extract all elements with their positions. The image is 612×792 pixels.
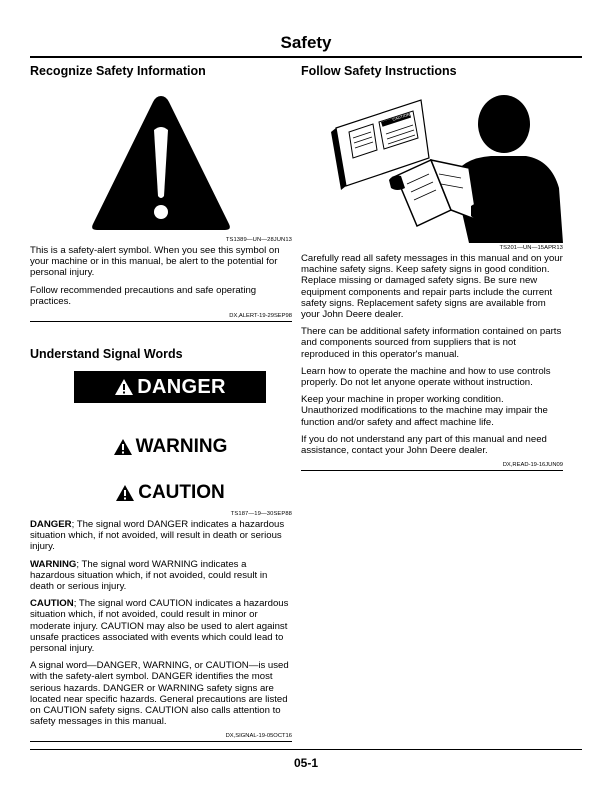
page-title: Safety — [280, 33, 332, 52]
follow-paragraph-5: If you do not understand any part of this manual and need assistance, contact your John Deere dealer. — [301, 433, 547, 457]
warning-text: ; The signal word WARNING indicates a hazardous situation which, if not avoided, could result in death or serious injury. — [30, 558, 268, 593]
right-column — [301, 64, 563, 471]
follow-heading: Follow Safety Instructions — [301, 64, 457, 78]
follow-doc-id: DX,READ-19-16JUN09 — [502, 462, 563, 469]
follow-divider — [301, 470, 563, 471]
signal-heading: Understand Signal Words — [30, 347, 183, 362]
left-column — [30, 64, 292, 742]
warning-sign — [74, 431, 266, 463]
recognize-heading: Recognize Safety Information — [30, 64, 206, 78]
caution-text: ; The signal word CAUTION indicates a hazardous situation which, if not avoided, could result in minor or moderate injury. CAUTION may also be used to alert against unsafe practices associated with events which could lead to personal injury. — [30, 598, 289, 655]
caution-alert-icon — [115, 484, 135, 502]
signal-summary: A signal word—DANGER, WARNING, or CAUTION—is used with the safety-alert symbol. DANGER identifies the most serious hazards. DANGER or WARNING safety signs are located near specific hazards. General precautions are listed on CAUTION safety signs. CAUTION also calls attention to safety messages in this manual. — [30, 660, 289, 728]
signal-words-figure — [30, 371, 292, 509]
safety-alert-icon — [30, 88, 292, 235]
danger-definition — [30, 519, 292, 553]
warning-sign-label: WARNING — [135, 436, 228, 458]
signal-figure-id: TS187—19—30SEP88 — [230, 511, 292, 518]
signal-divider — [30, 741, 292, 742]
follow-paragraph-1: Carefully read all safety messages in this manual and on your machine safety signs. Keep safety signs in good condition. Replace missing or damaged safety signs. Be sure new equipment components and repair parts include the current safety signs. Replacement safety signs are available from your John Deere dealer. — [301, 253, 563, 321]
caution-term: CAUTION — [30, 598, 74, 610]
warning-alert-icon — [113, 438, 133, 456]
recognize-paragraph-2: Follow recommended precautions and safe operating practices. — [30, 284, 257, 307]
warning-term: WARNING — [30, 558, 77, 570]
alert-figure-id: TS1389—UN—28JUN13 — [225, 237, 292, 243]
panel-sign-label: CAUTION — [391, 111, 411, 122]
follow-paragraph-2: There can be additional safety information contained on parts and components sourced from suppliers that is not reproduced in this operator's manual. — [301, 326, 562, 360]
instructions-figure-id: TS201—UN—15APR13 — [499, 245, 563, 251]
warning-definition — [30, 559, 292, 593]
danger-sign — [74, 371, 266, 403]
title-divider — [30, 56, 582, 58]
safety-alert-figure — [30, 88, 292, 235]
signal-doc-id: DX,SIGNAL-19-05OCT16 — [225, 733, 292, 740]
danger-sign-label: DANGER — [137, 375, 226, 398]
danger-alert-icon — [114, 378, 134, 396]
page-number: 05-1 — [293, 756, 319, 770]
danger-term: DANGER — [30, 519, 72, 531]
footer-divider — [30, 749, 582, 750]
caution-definition — [30, 598, 292, 654]
danger-text: ; The signal word DANGER indicates a hazardous situation which, if not avoided, will result in death or serious injury. — [30, 519, 285, 553]
recognize-doc-id: DX,ALERT-19-29SEP98 — [229, 313, 292, 320]
person-reading-manual-icon — [301, 88, 563, 243]
follow-paragraph-3: Learn how to operate the machine and how to use controls properly. Do not let anyone operate without instruction. — [301, 365, 551, 389]
caution-sign — [74, 477, 266, 509]
follow-paragraph-4: Keep your machine in proper working condition. Unauthorized modifications to the machine may impair the function and/or safety and affect machine life. — [301, 394, 548, 428]
reading-manual-figure — [301, 88, 563, 243]
caution-sign-label: CAUTION — [138, 482, 225, 504]
recognize-paragraph-1: This is a safety-alert symbol. When you see this symbol on your machine or in this manual, be alert to the potential for personal injury. — [30, 245, 280, 279]
